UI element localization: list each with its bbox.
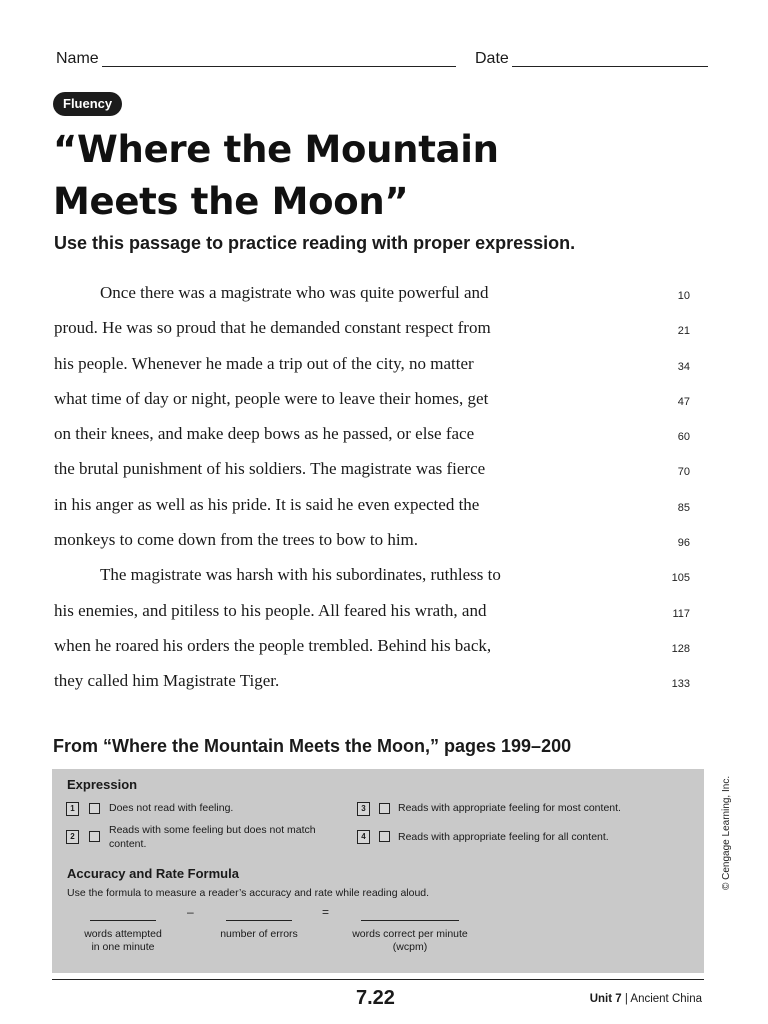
word-count: 105 [671, 572, 690, 585]
word-count: 133 [671, 678, 690, 691]
level-3-checkbox[interactable] [379, 803, 390, 814]
word-count: 128 [671, 642, 690, 655]
passage-line [54, 525, 704, 560]
passage-line [54, 313, 704, 348]
level-3-text: Reads with appropriate feeling for most content. [398, 802, 621, 814]
passage-text: Once there was a magistrate who was quite powerful and [100, 283, 489, 302]
name-date-row [56, 50, 708, 72]
words-attempted-label-line1: words attempted [84, 928, 162, 940]
date-label: Date [475, 50, 509, 67]
level-1-text: Does not read with feeling. [109, 802, 234, 814]
passage-line [54, 454, 704, 489]
fluency-badge: Fluency [53, 92, 122, 116]
level-1-box: 1 [66, 802, 79, 816]
word-count: 117 [672, 607, 690, 620]
word-count: 70 [677, 466, 690, 479]
passage-line [54, 560, 704, 595]
word-count: 47 [677, 395, 690, 408]
errors-label: number of errors [220, 928, 298, 940]
level-2-text-line2: content. [109, 838, 147, 850]
word-count: 96 [677, 537, 690, 550]
unit-label [590, 993, 702, 1005]
passage-text: proud. He was so proud that he demanded constant respect from [54, 318, 491, 338]
level-4-box: 4 [357, 830, 370, 844]
level-2-text-line1: Reads with some feeling but does not match [109, 824, 316, 836]
word-count: 10 [677, 290, 690, 302]
unit-number: Unit 7 [589, 993, 622, 1005]
instructions: Use this passage to practice reading with proper expression. [54, 233, 576, 253]
wcpm-label-line2: (wcpm) [392, 941, 428, 953]
word-count: 85 [677, 501, 690, 514]
title-line-2: Meets the Moon” [53, 180, 409, 223]
title-line-1: “Where the Mountain [53, 128, 499, 171]
word-count: 21 [677, 325, 690, 338]
level-1-checkbox[interactable] [89, 803, 100, 814]
words-attempted-label [76, 928, 170, 954]
passage-line [54, 666, 704, 701]
passage-line [54, 490, 704, 525]
level-4-checkbox[interactable] [379, 831, 390, 842]
passage-text: The magistrate was harsh with his subordinates, ruthless to [100, 565, 501, 585]
name-field-line[interactable] [102, 66, 456, 67]
passage-text: monkeys to come down from the trees to bow to him. [54, 530, 419, 550]
level-3-box: 3 [357, 802, 370, 816]
passage-line [54, 349, 704, 384]
formula-heading: Accuracy and Rate Formula [67, 866, 239, 881]
passage-line [54, 384, 704, 419]
passage-line [54, 631, 704, 666]
passage-text: they called him Magistrate Tiger. [54, 671, 280, 691]
passage-line [54, 278, 704, 313]
passage-text: the brutal punishment of his soldiers. The magistrate was fierce [54, 459, 486, 479]
passage-text: on their knees, and make deep bows as he passed, or else face [54, 424, 475, 444]
passage-text: his enemies, and pitiless to his people. All feared his wrath, and [54, 600, 487, 620]
formula-instruction: Use the formula to measure a reader’s accuracy and rate while reading aloud. [67, 887, 430, 899]
errors-blank[interactable] [226, 920, 292, 921]
page-title [53, 124, 693, 228]
expression-heading: Expression [67, 777, 138, 792]
passage-line [54, 419, 704, 454]
passage-line [54, 596, 704, 631]
passage-text: in his anger as well as his pride. It is said he even expected the [54, 494, 480, 514]
unit-topic: | Ancient China [621, 993, 702, 1005]
words-attempted-label-line2: in one minute [91, 941, 155, 953]
level-2-box: 2 [66, 830, 79, 844]
word-count: 60 [677, 431, 690, 444]
passage-text: when he roared his orders the people trembled. Behind his back, [54, 635, 492, 655]
level-4-text: Reads with appropriate feeling for all content. [398, 831, 609, 843]
reading-passage [54, 278, 704, 702]
wcpm-label-line1: words correct per minute [352, 928, 468, 940]
wcpm-blank[interactable] [361, 920, 459, 921]
source-heading: From “Where the Mountain Meets the Moon,” pages 199–200 [53, 736, 572, 756]
footer-rule [52, 979, 704, 980]
fluency-rubric [52, 769, 704, 973]
word-count: 34 [677, 360, 690, 373]
level-2-checkbox[interactable] [89, 831, 100, 842]
words-attempted-blank[interactable] [90, 920, 156, 921]
date-field-line[interactable] [512, 66, 708, 67]
minus-sign: – [187, 905, 194, 919]
name-label: Name [56, 50, 99, 67]
page-number: 7.22 [356, 987, 395, 1009]
wcpm-label [342, 928, 478, 954]
equals-sign: = [322, 905, 330, 919]
passage-text: what time of day or night, people were to leave their homes, get [54, 388, 489, 408]
passage-text: his people. Whenever he made a trip out of the city, no matter [54, 353, 474, 373]
copyright-text: © Cengage Learning, Inc. [721, 775, 732, 890]
